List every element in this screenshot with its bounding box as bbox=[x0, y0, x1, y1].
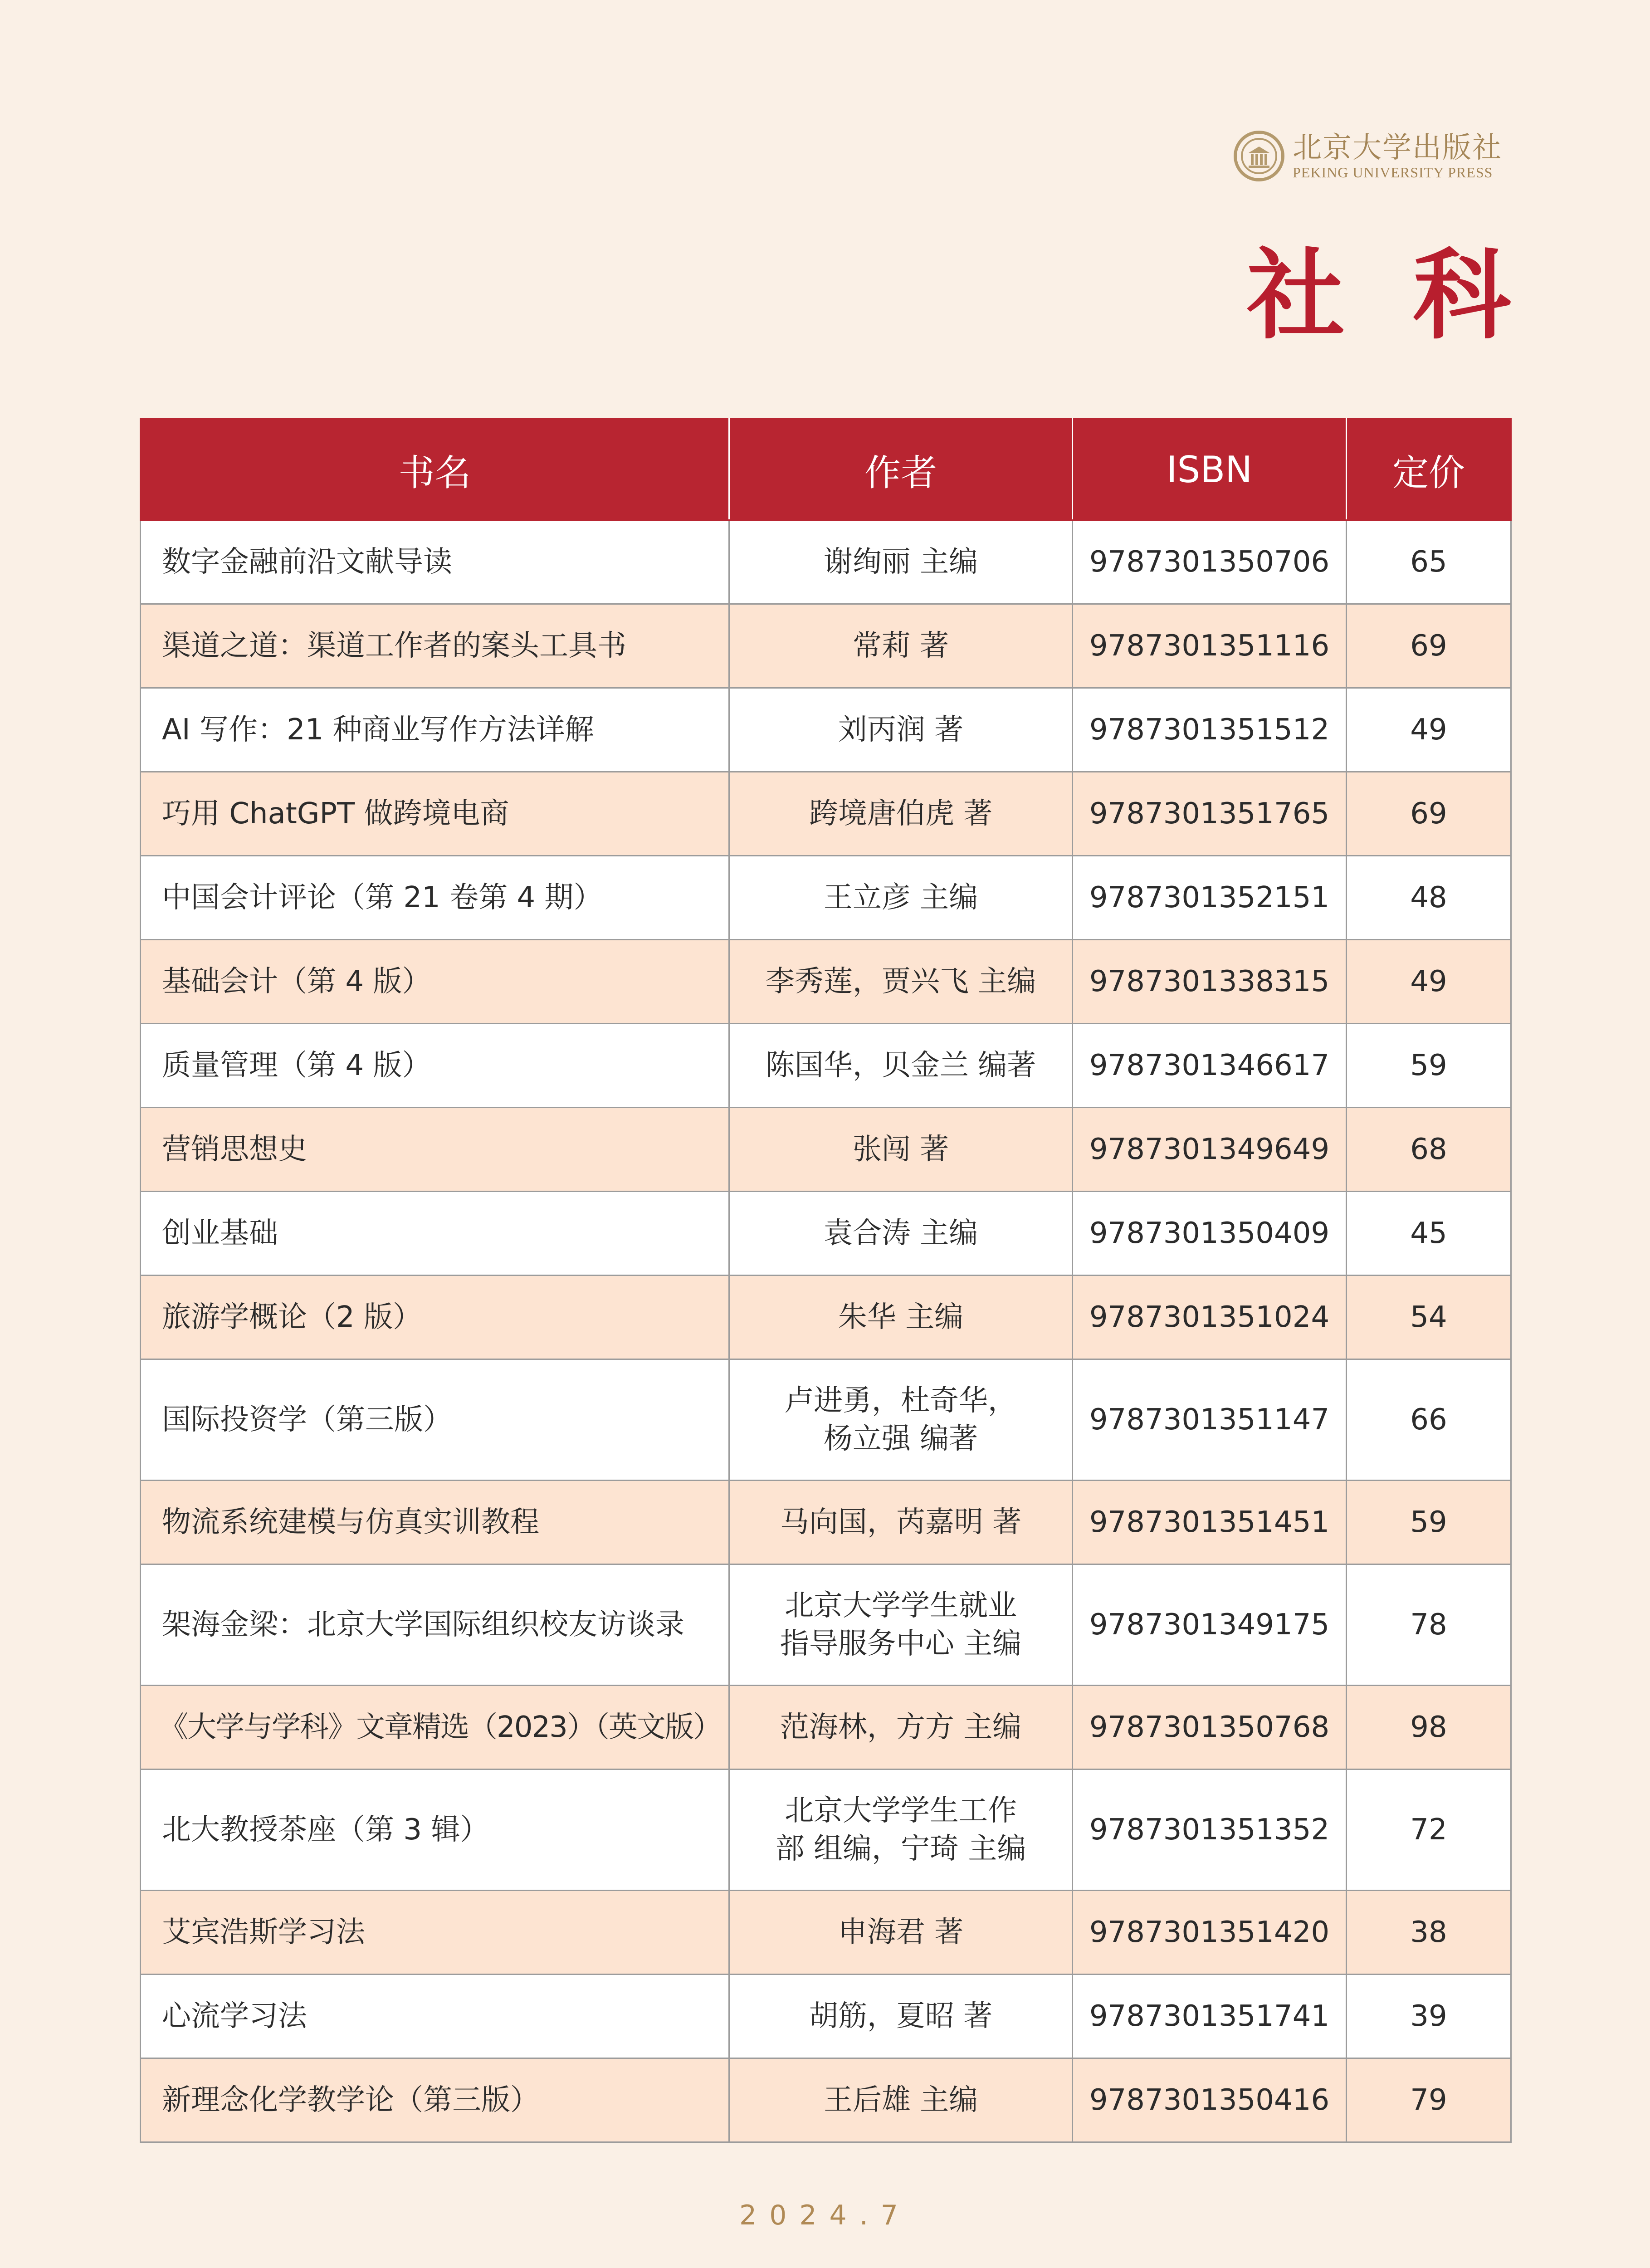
book-price: 48 bbox=[1347, 856, 1511, 940]
category-title: 社科 bbox=[1246, 237, 1579, 352]
book-price: 49 bbox=[1347, 688, 1511, 772]
publisher-logo bbox=[1234, 131, 1502, 181]
book-author: 申海君 著 bbox=[729, 1891, 1073, 1975]
book-table bbox=[140, 418, 1512, 2143]
book-price: 72 bbox=[1347, 1769, 1511, 1891]
table-row bbox=[141, 856, 1511, 940]
table-row bbox=[141, 688, 1511, 772]
book-price: 45 bbox=[1347, 1192, 1511, 1276]
table-row bbox=[141, 520, 1511, 604]
book-isbn: 9787301351147 bbox=[1073, 1359, 1347, 1481]
book-author-line: 卢进勇，杜奇华， bbox=[785, 1384, 1017, 1418]
book-author: 跨境唐伯虎 著 bbox=[729, 772, 1073, 856]
book-author: 刘丙润 著 bbox=[729, 688, 1073, 772]
book-author bbox=[729, 1359, 1073, 1481]
book-title: 创业基础 bbox=[141, 1192, 729, 1276]
table-row bbox=[141, 1891, 1511, 1975]
header-title: 书名 bbox=[141, 419, 729, 520]
book-isbn: 9787301349175 bbox=[1073, 1564, 1347, 1686]
table-row bbox=[141, 1192, 1511, 1276]
book-author: 常莉 著 bbox=[729, 604, 1073, 688]
book-price: 78 bbox=[1347, 1564, 1511, 1686]
book-title: 质量管理（第 4 版） bbox=[141, 1024, 729, 1108]
header-author: 作者 bbox=[729, 419, 1073, 520]
book-isbn: 9787301351765 bbox=[1073, 772, 1347, 856]
table-row bbox=[141, 1108, 1511, 1192]
book-price: 66 bbox=[1347, 1359, 1511, 1481]
book-author-line: 北京大学学生工作 bbox=[785, 1794, 1017, 1828]
book-isbn: 9787301350416 bbox=[1073, 2058, 1347, 2142]
book-isbn: 9787301351420 bbox=[1073, 1891, 1347, 1975]
book-isbn: 9787301349649 bbox=[1073, 1108, 1347, 1192]
book-isbn: 9787301352151 bbox=[1073, 856, 1347, 940]
table-row bbox=[141, 1769, 1511, 1891]
publisher-name-cn: 北京大学出版社 bbox=[1293, 131, 1502, 165]
book-author-line: 指导服务中心 主编 bbox=[780, 1627, 1022, 1661]
book-author bbox=[729, 1564, 1073, 1686]
book-author-line: 北京大学学生就业 bbox=[785, 1589, 1017, 1623]
book-isbn: 9787301351741 bbox=[1073, 1975, 1347, 2058]
table-row bbox=[141, 2058, 1511, 2142]
book-author-line: 杨立强 编著 bbox=[823, 1422, 978, 1456]
table-row bbox=[141, 1686, 1511, 1769]
header-price: 定价 bbox=[1347, 419, 1511, 520]
book-isbn: 9787301350409 bbox=[1073, 1192, 1347, 1276]
book-title: 新理念化学教学论（第三版） bbox=[141, 2058, 729, 2142]
table-row bbox=[141, 1481, 1511, 1564]
book-title: 数字金融前沿文献导读 bbox=[141, 520, 729, 604]
book-author: 张闯 著 bbox=[729, 1108, 1073, 1192]
publisher-name-en: PEKING UNIVERSITY PRESS bbox=[1293, 164, 1493, 181]
book-title: 心流学习法 bbox=[141, 1975, 729, 2058]
pku-emblem-icon bbox=[1234, 131, 1284, 181]
book-author: 范海林，方方 主编 bbox=[729, 1686, 1073, 1769]
book-isbn: 9787301351024 bbox=[1073, 1276, 1347, 1359]
book-isbn: 9787301351116 bbox=[1073, 604, 1347, 688]
book-author-line: 部 组编，宁琦 主编 bbox=[775, 1832, 1026, 1866]
table-row bbox=[141, 604, 1511, 688]
book-title: 中国会计评论（第 21 卷第 4 期） bbox=[141, 856, 729, 940]
table-row bbox=[141, 1975, 1511, 2058]
book-price: 68 bbox=[1347, 1108, 1511, 1192]
book-price: 39 bbox=[1347, 1975, 1511, 2058]
book-title: 物流系统建模与仿真实训教程 bbox=[141, 1481, 729, 1564]
book-title: 巧用 ChatGPT 做跨境电商 bbox=[141, 772, 729, 856]
catalog-date: 2024.7 bbox=[739, 2200, 911, 2231]
book-title: 架海金梁：北京大学国际组织校友访谈录 bbox=[141, 1564, 729, 1686]
book-title: 国际投资学（第三版） bbox=[141, 1359, 729, 1481]
book-author: 朱华 主编 bbox=[729, 1276, 1073, 1359]
table-header-row bbox=[141, 419, 1511, 520]
book-price: 79 bbox=[1347, 2058, 1511, 2142]
book-title: 营销思想史 bbox=[141, 1108, 729, 1192]
book-author: 陈国华，贝金兰 编著 bbox=[729, 1024, 1073, 1108]
book-price: 98 bbox=[1347, 1686, 1511, 1769]
table-row bbox=[141, 1359, 1511, 1481]
book-isbn: 9787301351512 bbox=[1073, 688, 1347, 772]
book-author: 谢绚丽 主编 bbox=[729, 520, 1073, 604]
book-price: 59 bbox=[1347, 1481, 1511, 1564]
book-isbn: 9787301351352 bbox=[1073, 1769, 1347, 1891]
book-title: 旅游学概论（2 版） bbox=[141, 1276, 729, 1359]
book-isbn: 9787301350768 bbox=[1073, 1686, 1347, 1769]
book-price: 59 bbox=[1347, 1024, 1511, 1108]
book-isbn: 9787301351451 bbox=[1073, 1481, 1347, 1564]
book-price: 69 bbox=[1347, 772, 1511, 856]
book-author: 李秀莲，贾兴飞 主编 bbox=[729, 940, 1073, 1024]
book-author: 袁合涛 主编 bbox=[729, 1192, 1073, 1276]
table-row bbox=[141, 940, 1511, 1024]
table-row bbox=[141, 1024, 1511, 1108]
table-row bbox=[141, 772, 1511, 856]
book-author: 马向国，芮嘉明 著 bbox=[729, 1481, 1073, 1564]
header-isbn: ISBN bbox=[1073, 419, 1347, 520]
table-row bbox=[141, 1564, 1511, 1686]
book-price: 54 bbox=[1347, 1276, 1511, 1359]
book-title: 《大学与学科》文章精选（2023）（英文版） bbox=[141, 1686, 729, 1769]
book-price: 65 bbox=[1347, 520, 1511, 604]
book-price: 49 bbox=[1347, 940, 1511, 1024]
book-author: 王立彦 主编 bbox=[729, 856, 1073, 940]
book-price: 38 bbox=[1347, 1891, 1511, 1975]
book-title: 基础会计（第 4 版） bbox=[141, 940, 729, 1024]
book-title: 艾宾浩斯学习法 bbox=[141, 1891, 729, 1975]
book-title: AI 写作：21 种商业写作方法详解 bbox=[141, 688, 729, 772]
book-title: 北大教授茶座（第 3 辑） bbox=[141, 1769, 729, 1891]
book-price: 69 bbox=[1347, 604, 1511, 688]
book-isbn: 9787301338315 bbox=[1073, 940, 1347, 1024]
book-isbn: 9787301350706 bbox=[1073, 520, 1347, 604]
table-row bbox=[141, 1276, 1511, 1359]
book-author: 胡筋，夏昭 著 bbox=[729, 1975, 1073, 2058]
book-title: 渠道之道：渠道工作者的案头工具书 bbox=[141, 604, 729, 688]
book-isbn: 9787301346617 bbox=[1073, 1024, 1347, 1108]
book-author: 王后雄 主编 bbox=[729, 2058, 1073, 2142]
book-author bbox=[729, 1769, 1073, 1891]
